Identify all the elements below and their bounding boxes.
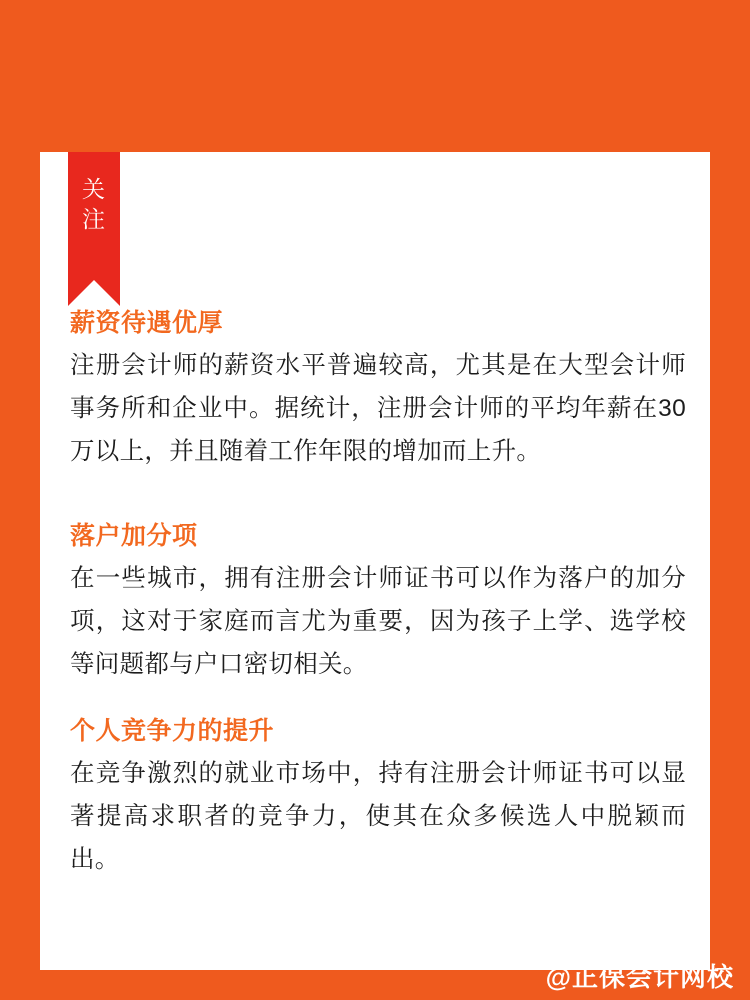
content-card xyxy=(40,152,710,970)
ribbon-char-1: 关 xyxy=(82,176,106,202)
section-title-3: 个人竞争力的提升 xyxy=(70,717,275,745)
section-title-1: 薪资待遇优厚 xyxy=(70,309,224,337)
watermark-brand: @正保会计网校 xyxy=(545,962,734,992)
ribbon-char-2: 注 xyxy=(82,206,106,232)
section-spacer-1 xyxy=(70,473,686,517)
article-body xyxy=(70,304,686,881)
attention-ribbon xyxy=(68,152,120,280)
section-body-3: 在竞争激烈的就业市场中，持有注册会计师证书可以显著提高求职者的竞争力，使其在众多候选人中脱颖而出。 xyxy=(70,760,686,873)
section-body-1: 注册会计师的薪资水平普遍较高，尤其是在大型会计师事务所和企业中。据统计，注册会计师的平均年薪在30万以上，并且随着工作年限的增加而上升。 xyxy=(70,352,686,465)
section-title-2: 落户加分项 xyxy=(70,522,198,550)
section-body-2: 在一些城市，拥有注册会计师证书可以作为落户的加分项，这对于家庭而言尤为重要，因为孩子上学、选学校等问题都与户口密切相关。 xyxy=(70,565,686,678)
section-spacer-2 xyxy=(70,686,686,712)
